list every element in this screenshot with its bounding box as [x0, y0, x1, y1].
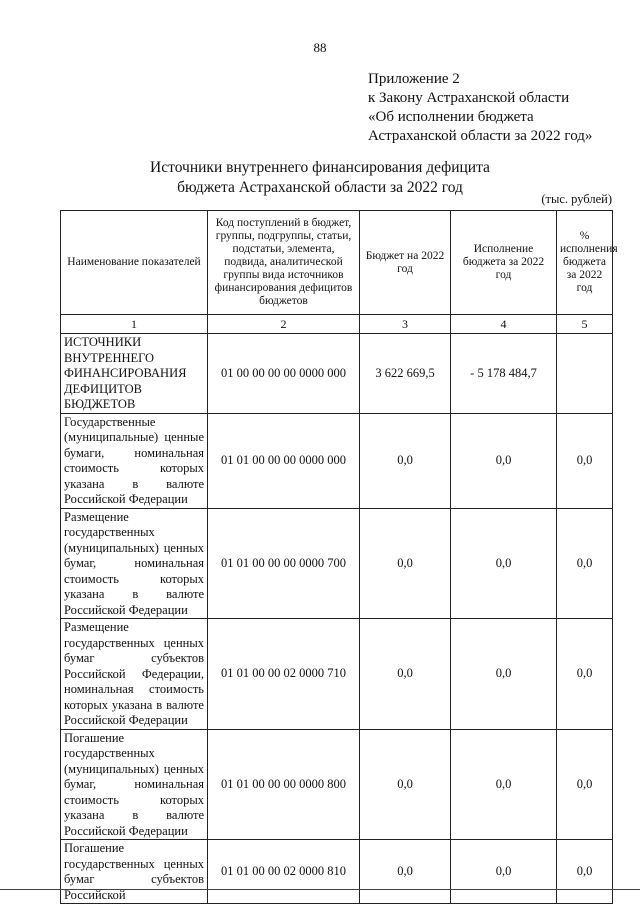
row-percent	[557, 334, 613, 414]
appendix-line-1: Приложение 2	[368, 71, 460, 87]
row-execution: 0,0	[451, 413, 557, 508]
row-name: ИСТОЧНИКИ ВНУТРЕННЕГО ФИНАНСИРОВАНИЯ ДЕФИЦИТОВ БЮДЖЕТОВ	[61, 334, 208, 414]
table-row	[61, 619, 613, 730]
page-number: 88	[313, 40, 327, 55]
row-execution: 0,0	[451, 729, 557, 840]
table-row	[61, 413, 613, 508]
row-name: Размещение государственных ценных бумаг субъектов Российской Федерации, номинальная стоимость которых указана в валюте Российской Федерации	[61, 619, 208, 730]
row-execution: 0,0	[451, 619, 557, 730]
title-line-1: Источники внутреннего финансирования дефицита	[150, 159, 490, 176]
row-execution: - 5 178 484,7	[451, 334, 557, 414]
row-name: Погашение государственных (муниципальных) ценных бумаг, номинальная стоимость которых указана в валюте Российской Федерации	[61, 729, 208, 840]
row-percent: 0,0	[557, 413, 613, 508]
column-number: 3	[360, 315, 451, 334]
table-row	[61, 840, 613, 904]
column-number: 5	[557, 315, 613, 334]
row-percent: 0,0	[557, 619, 613, 730]
row-name: Погашение государственных ценных бумаг субъектов Российской	[61, 840, 208, 904]
header-percent: % исполнения бюджета за 2022 год	[557, 211, 613, 315]
appendix-note	[368, 70, 592, 146]
title-line-2: бюджета Астраханской области за 2022 год	[177, 179, 463, 196]
header-execution: Исполнение бюджета за 2022 год	[451, 211, 557, 315]
row-code: 01 01 00 00 00 0000 800	[208, 729, 360, 840]
appendix-line-3: «Об исполнении бюджета	[368, 109, 534, 125]
table-row	[61, 508, 613, 619]
sources-table	[60, 210, 618, 904]
row-name: Размещение государственных (муниципальных) ценных бумаг, номинальная стоимость которых указана в валюте Российской Федерации	[61, 508, 208, 619]
column-number: 2	[208, 315, 360, 334]
table-row	[61, 334, 613, 414]
header-name: Наименование показателей	[61, 211, 208, 315]
appendix-line-4: Астраханской области за 2022 год»	[368, 128, 593, 144]
row-code: 01 01 00 00 00 0000 000	[208, 413, 360, 508]
row-budget: 0,0	[360, 729, 451, 840]
row-code: 01 01 00 00 02 0000 710	[208, 619, 360, 730]
row-name: Государственные (муниципальные) ценные бумаги, номинальная стоимость которых указана в валюте Российской Федерации	[61, 413, 208, 508]
row-budget: 0,0	[360, 508, 451, 619]
row-percent: 0,0	[557, 729, 613, 840]
row-percent: 0,0	[557, 508, 613, 619]
row-code: 01 01 00 00 00 0000 700	[208, 508, 360, 619]
row-execution: 0,0	[451, 840, 557, 904]
table-row	[61, 729, 613, 840]
appendix-line-2: к Закону Астраханской области	[368, 90, 570, 106]
row-budget: 0,0	[360, 413, 451, 508]
row-budget: 0,0	[360, 619, 451, 730]
row-percent: 0,0	[557, 840, 613, 904]
header-code: Код поступлений в бюджет, группы, подгруппы, статьи, подстатьи, элемента, подвида, аналитической группы вида источников финансирования дефицитов бюджетов	[208, 211, 360, 315]
column-number: 4	[451, 315, 557, 334]
row-code: 01 01 00 00 02 0000 810	[208, 840, 360, 904]
header-budget: Бюджет на 2022 год	[360, 211, 451, 315]
header-row	[61, 211, 613, 315]
row-execution: 0,0	[451, 508, 557, 619]
row-budget: 0,0	[360, 840, 451, 904]
column-number: 1	[61, 315, 208, 334]
column-numbers-row	[61, 315, 613, 334]
row-code: 01 00 00 00 00 0000 000	[208, 334, 360, 414]
row-budget: 3 622 669,5	[360, 334, 451, 414]
units-note: (тыс. рублей)	[541, 192, 612, 206]
page-bottom-divider	[0, 889, 640, 890]
